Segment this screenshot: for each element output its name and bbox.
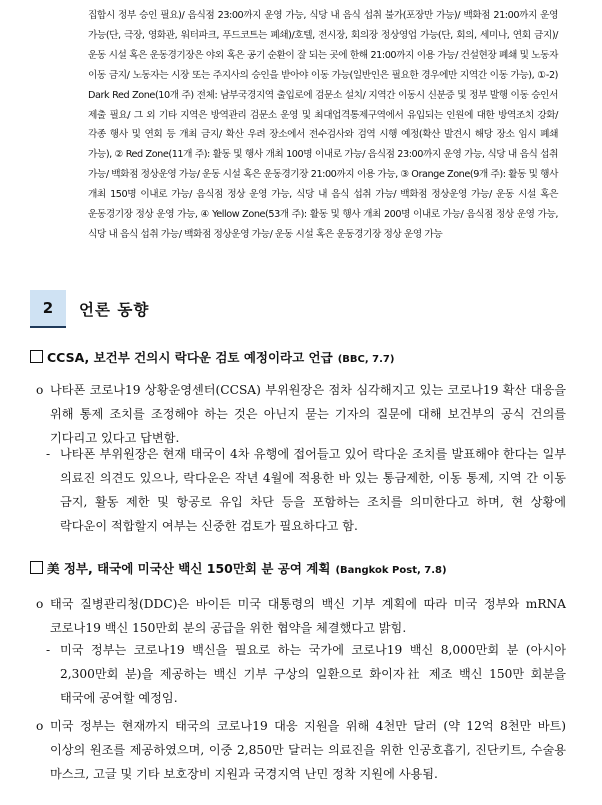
empty-checkbox-icon: [30, 561, 43, 574]
section-header: [30, 291, 149, 327]
bullet-marker: o: [36, 719, 44, 733]
article-title-us-vaccine: [30, 559, 590, 577]
empty-checkbox-icon: [30, 350, 43, 363]
section-number: 2: [30, 290, 66, 328]
section-title: 언론 동향: [79, 301, 150, 319]
article-2-sub-bullet: [46, 638, 566, 710]
article-source: (Bangkok Post, 7.8): [335, 565, 447, 576]
zone-measures-text: 집합시 정부 승인 필요)/ 음식점 23:00까지 운영 가능, 식당 내 음식 섭취 불가(포장만 가능)/ 백화점 21:00까지 운영 가능(단, 극장, 영화관, 워터파크, 푸드코트는 폐쇄)/호텔, 전시장, 회의장 정상영업 가능(단, 회의, 세미나, 연회 금지)/ 운동 시설 혹은 운동경기장은 야외 혹은 공기 순환이 잘 되는 곳에 한해 21:00까지 이용 가능/ 건설현장 폐쇄 및 노동자 이동 금지/ 노동자는 시장 또는 주지사의 승인을 받아야 이동 가능(일반인은 필요한 경우에만 지역간 이동 가능), ①-2) Dark Red Zone(10개 주) 전체: 남부국경지역 출입로에 검문소 설치/ 지역간 이동시 신분증 및 정부 발행 이동 승인서 제출 필요/ 그 외 기타 지역은 방역관리 검문소 운영 및 최대업격통제구역에서 유입되는 인원에 대한 방역조치 강화/ 각종 행사 및 연회 등 개최 금지/ 확산 우려 장소에서 전수검사와 검역 시행 예정(확산 발견시 해당 장소 임시 폐쇄 가능), ② Red Zone(11개 주): 활동 및 행사 개최 100명 이내로 가능/ 음식점 23:00까지 운영 가능, 식당 내 음식 섭취 가능/ 백화점 정상운영 가능/ 운동 시설 혹은 운동경기장 21:00까지 이용 가능, ③ Orange Zone(9개 주): 활동 및 행사 개최 150명 이내로 가능/ 음식점 정상 운영 가능, 식당 내 음식 섭취 가능/ 백화점 정상운영 가능/ 운동 시설 혹은 운동경기장 정상 운영 가능, ④ Yellow Zone(53개 주): 활동 및 행사 개최 200명 이내로 가능/ 음식점 정상 운영 가능, 식당 내 음식 섭취 가능/ 백화점 정상운영 가능/ 운동 시설 혹은 운동경기장 정상 운영 가능: [88, 10, 558, 240]
sub-bullet-marker: -: [46, 447, 51, 461]
bullet-marker: o: [36, 597, 44, 611]
zone-measures-paragraph: [88, 6, 558, 245]
article-headline: CCSA, 보건부 건의시 락다운 검토 예정이라고 언급: [47, 350, 333, 365]
article-source: (BBC, 7.7): [337, 354, 395, 365]
article-headline: 美 정부, 태국에 미국산 백신 150만회 분 공여 계획: [47, 561, 331, 576]
article-2-bullet-2: [36, 714, 566, 786]
article-1-bullet: [36, 378, 566, 450]
article-title-ccsa: [30, 348, 590, 366]
article-2-bullet: [36, 592, 566, 640]
sub-bullet-text: 나타폰 부위원장은 현재 태국이 4차 유행에 접어들고 있어 락다운 조치를 발표해야 한다는 일부 의료진 의견도 있으나, 락다운은 작년 4월에 적용한 바 있는 통금제한, 이동 통제, 지역 간 이동 금지, 활동 제한 및 항공로 유입 차단 등을 포함하는 조치를 의미한다고 하며, 현 상황에 락다운이 적합할지 여부는 신중한 검토가 필요하다고 함.: [60, 447, 566, 533]
bullet-text: 미국 정부는 현재까지 태국의 코로나19 대응 지원을 위해 4천만 달러 (약 12억 8천만 바트) 이상의 원조를 제공하였으며, 이중 2,850만 달러는 의료진을 위한 인공호흡기, 진단키트, 수술용 마스크, 고글 및 기타 보호장비 지원과 국경지역 난민 정착 지원에 사용됨.: [50, 719, 566, 781]
sub-bullet-text: 미국 정부는 코로나19 백신을 필요로 하는 국가에 코로나19 백신 8,000만회 분 (아시아 2,300만회 분)을 제공하는 백신 기부 구상의 일환으로 화이자社 제조 백신 150만 회분을 태국에 공여할 예정임.: [60, 643, 566, 705]
sub-bullet-marker: -: [46, 643, 51, 657]
bullet-marker: o: [36, 383, 44, 397]
bullet-text: 태국 질병관리청(DDC)은 바이든 미국 대통령의 백신 기부 계획에 따라 미국 정부와 mRNA 코로나19 백신 150만회 분의 공급을 위한 협약을 체결했다고 밝힘.: [50, 597, 566, 635]
bullet-text: 나타폰 코로나19 상황운영센터(CCSA) 부위원장은 점차 심각해지고 있는 코로나19 확산 대응을 위해 통제 조치를 조정해야 하는 것은 아닌지 묻는 기자의 질문에 대해 보건부의 공식 건의를 기다리고 있다고 답변함.: [50, 383, 566, 445]
article-1-sub-bullet: [46, 442, 566, 538]
